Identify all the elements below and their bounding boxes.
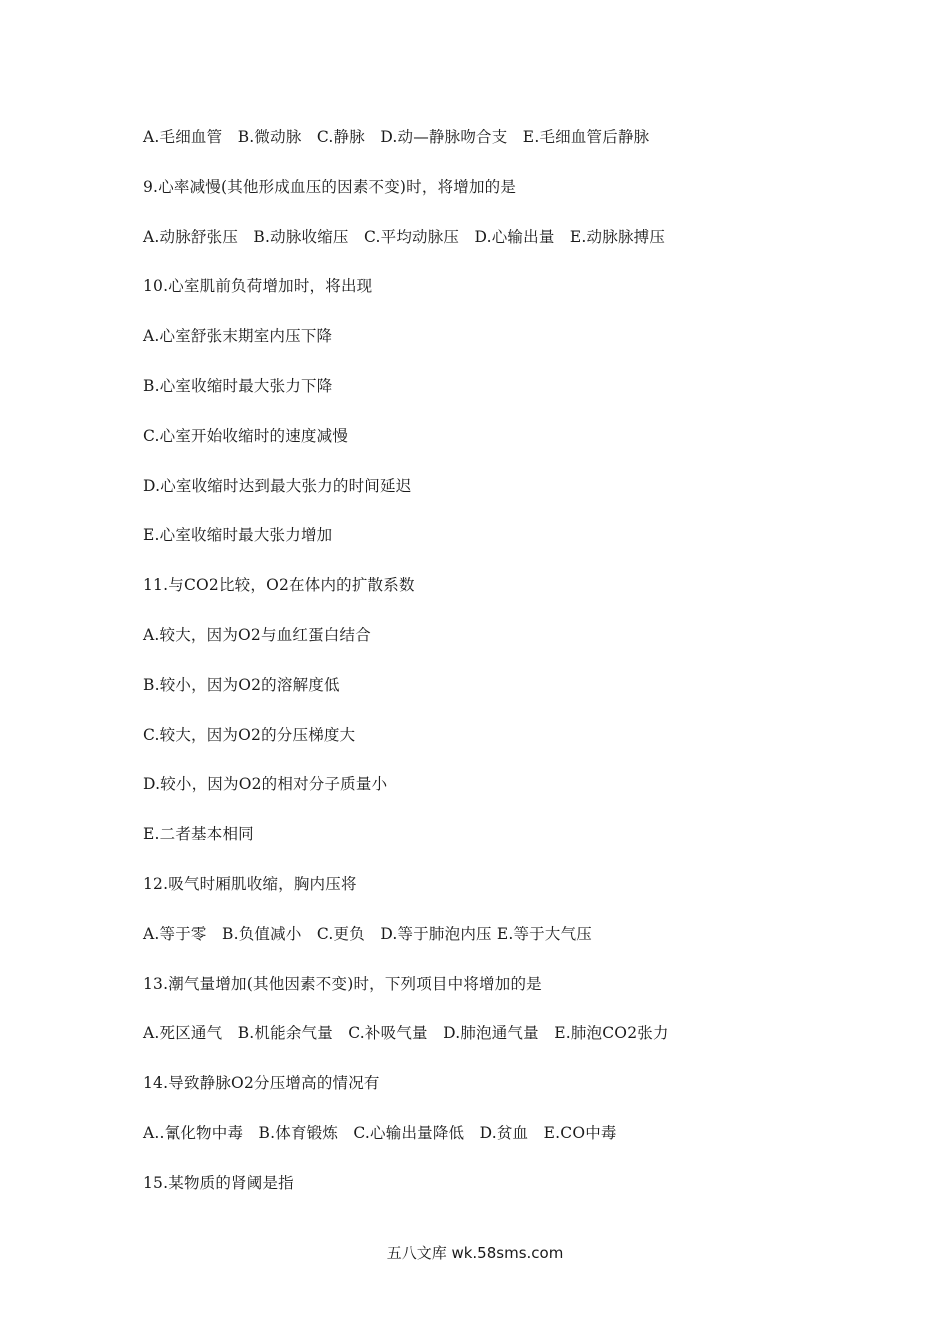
option-line: E.心室收缩时最大张力增加 xyxy=(143,526,333,545)
option-line: D.较小，因为O2的相对分子质量小 xyxy=(143,775,388,794)
option-line: B.心室收缩时最大张力下降 xyxy=(143,376,333,395)
option-line: B.较小，因为O2的溶解度低 xyxy=(143,675,340,694)
option-line: C.心室开始收缩时的速度减慢 xyxy=(143,426,349,445)
question-line: 9.心率减慢(其他形成血压的因素不变)时，将增加的是 xyxy=(143,177,517,196)
question-line: 12.吸气时厢肌收缩，胸内压将 xyxy=(143,874,357,893)
option-line: C.较大，因为O2的分压梯度大 xyxy=(143,725,356,744)
option-line: A.心室舒张末期室内压下降 xyxy=(143,327,333,346)
option-line: A.毛细血管 B.微动脉 C.静脉 D.动—静脉吻合支 E.毛细血管后静脉 xyxy=(143,128,650,146)
option-line: D.心室收缩时达到最大张力的时间延迟 xyxy=(143,476,412,495)
question-line: 11.与CO2比较，O2在体内的扩散系数 xyxy=(143,576,415,595)
option-line: A.较大，因为O2与血红蛋白结合 xyxy=(143,625,371,644)
question-line: 15.某物质的肾阈是指 xyxy=(143,1173,294,1192)
question-line: 10.心室肌前负荷增加时，将出现 xyxy=(143,277,373,296)
page-footer: 五八文库 wk.58sms.com xyxy=(386,1244,564,1262)
option-line: E.二者基本相同 xyxy=(143,825,254,844)
option-line: A.等于零 B.负值减小 C.更负 D.等于肺泡内压 E.等于大气压 xyxy=(143,924,592,943)
question-line: 13.潮气量增加(其他因素不变)时，下列项目中将增加的是 xyxy=(143,974,542,993)
option-line: A..氰化物中毒 B.体育锻炼 C.心输出量降低 D.贫血 E.CO中毒 xyxy=(143,1123,617,1142)
option-line: A.死区通气 B.机能余气量 C.补吸气量 D.肺泡通气量 E.肺泡CO2张力 xyxy=(143,1024,669,1043)
question-line: 14.导致静脉O2分压增高的情况有 xyxy=(143,1074,380,1093)
option-line: A.动脉舒张压 B.动脉收缩压 C.平均动脉压 D.心输出量 E.动脉脉搏压 xyxy=(143,227,666,246)
document-body xyxy=(143,122,863,1218)
